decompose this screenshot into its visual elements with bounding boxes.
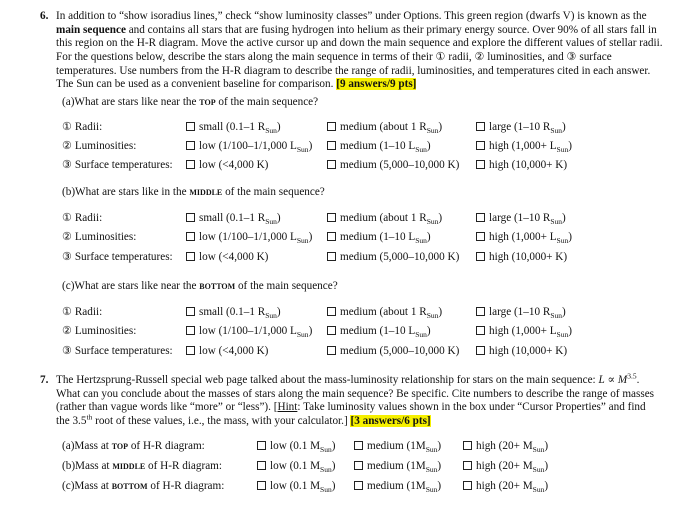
checkbox-icon[interactable]	[476, 307, 485, 316]
checkbox-icon[interactable]	[327, 160, 336, 169]
q6a-radii-medium[interactable]	[327, 121, 442, 135]
opt-text: low (1/100–1/1,000 L	[199, 325, 297, 337]
q7a-label	[62, 440, 205, 454]
q6c-radii-small[interactable]	[186, 306, 281, 320]
opt-text: medium (5,000–10,000 K)	[340, 345, 460, 357]
q7c-mass-high[interactable]	[463, 480, 548, 494]
q6b-radii-medium[interactable]	[327, 212, 442, 226]
formula-m: M	[617, 374, 628, 386]
q7-th: th	[86, 412, 93, 422]
opt-text: low (<4,000 K)	[199, 251, 269, 263]
q6b-lum-high[interactable]	[476, 231, 572, 245]
opt-sub: Sun	[265, 126, 277, 136]
checkbox-icon[interactable]	[186, 160, 195, 169]
opt-end: )	[426, 325, 431, 337]
q6c-temp-low[interactable]	[186, 345, 268, 359]
opt-text: medium (1M	[367, 440, 426, 452]
opt-text: low (1/100–1/1,000 L	[199, 140, 297, 152]
opt-end: )	[308, 231, 313, 243]
checkbox-icon[interactable]	[476, 232, 485, 241]
q6a-temp-low[interactable]	[186, 159, 268, 173]
checkbox-icon[interactable]	[463, 461, 472, 470]
q6c-radii-medium[interactable]	[327, 306, 442, 320]
opt-sub: Sun	[296, 145, 309, 155]
opt-sub: Sun	[426, 311, 439, 321]
opt-end: )	[544, 460, 549, 472]
q7b-label	[62, 460, 222, 474]
checkbox-icon[interactable]	[476, 252, 485, 261]
checkbox-icon[interactable]	[327, 122, 336, 131]
q6-intro-part2: and contains all stars that are fusing hydrogen into helium as their primary energy source. Over 90% of all stars fall in this region on the H-R diagram. Move the active cursor up and down the main sequence and explore the different values of stellar radii. For the questions below, describe the stars along the main sequence in terms of their ① radii, ② luminosities, and ③ surface temperatures. Use numbers from the H-R diagram to describe the range of radii, luminosities, and temperatures cited in each answer. The Sun can be used as a convenient baseline for comparison.	[56, 23, 663, 91]
opt-sub: Sun	[296, 236, 309, 246]
opt-sub: Sun	[550, 217, 562, 227]
opt-sub: Sun	[425, 465, 438, 475]
q6c-question	[62, 280, 338, 294]
opt-sub: Sun	[320, 485, 332, 495]
opt-sub: Sun	[265, 311, 277, 321]
q7c-emph: bottom	[111, 480, 148, 492]
checkbox-icon[interactable]	[327, 213, 336, 222]
checkbox-icon[interactable]	[476, 141, 485, 150]
opt-text: high (1,000+ L	[489, 140, 557, 152]
checkbox-icon[interactable]	[327, 252, 336, 261]
opt-end: )	[426, 231, 431, 243]
opt-end: )	[562, 121, 566, 133]
opt-end: )	[438, 306, 443, 318]
checkbox-icon[interactable]	[186, 326, 195, 335]
q7-points-badge: [3 answers/6 pts]	[350, 414, 431, 427]
q6a-row-temp-label: ③ Surface temperatures:	[62, 159, 173, 171]
opt-sub: Sun	[265, 217, 277, 227]
opt-end: )	[437, 440, 442, 452]
opt-sub: Sun	[425, 445, 438, 455]
q7c-mass-medium[interactable]	[354, 480, 441, 494]
opt-end: )	[331, 480, 336, 492]
opt-end: )	[437, 460, 442, 472]
checkbox-icon[interactable]	[354, 461, 363, 470]
q7-text1: The Hertzsprung-Russell special web page talked about the mass-luminosity relationship for stars on the main sequence:	[56, 374, 599, 386]
question-7-number: 7.	[40, 374, 49, 386]
q7a-emph: top	[111, 440, 129, 452]
checkbox-icon[interactable]	[186, 141, 195, 150]
opt-text: medium (1M	[367, 460, 426, 472]
opt-sub: Sun	[425, 485, 438, 495]
q7c-prefix: (c)Mass at	[62, 480, 112, 492]
q7a-suffix: of H-R diagram:	[128, 440, 205, 452]
opt-sub: Sun	[532, 465, 545, 475]
q6b-radii-large[interactable]	[476, 212, 566, 226]
q6b-radii-small[interactable]	[186, 212, 281, 226]
opt-text: low (0.1 M	[270, 480, 321, 492]
q7b-prefix: (b)Mass at	[62, 460, 113, 472]
question-6-number: 6.	[40, 10, 49, 22]
checkbox-icon[interactable]	[327, 232, 336, 241]
opt-sub: Sun	[415, 330, 427, 340]
opt-text: medium (about 1 R	[340, 212, 427, 224]
checkbox-icon[interactable]	[327, 141, 336, 150]
q6-intro-part1: In addition to “show isoradius lines,” check “show luminosity classes” under Options. This green region (dwarfs V) is known as the	[56, 10, 647, 22]
q7-text3: : Take luminosity values shown in the box under “Cursor Properties” and find the 3.5	[56, 401, 646, 427]
q6a-row-lum-label: ② Luminosities:	[62, 140, 137, 152]
main-sequence-term: main sequence	[56, 23, 126, 36]
opt-text: small (0.1–1 R	[199, 306, 266, 318]
checkbox-icon[interactable]	[327, 346, 336, 355]
q6b-lum-medium[interactable]	[327, 231, 431, 245]
q7c-suffix: of H-R diagram:	[147, 480, 225, 492]
opt-text: medium (5,000–10,000 K)	[340, 251, 460, 263]
q7c-mass-low[interactable]	[257, 480, 335, 494]
q6c-lum-medium[interactable]	[327, 325, 431, 339]
opt-text: high (1,000+ L	[489, 231, 557, 243]
opt-text: medium (1M	[367, 480, 426, 492]
opt-text: small (0.1–1 R	[199, 121, 266, 133]
opt-text: high (20+ M	[476, 440, 533, 452]
opt-end: )	[562, 306, 566, 318]
opt-end: )	[437, 480, 442, 492]
opt-text: large (1–10 R	[489, 306, 551, 318]
q6a-prefix: (a)What are stars like near the	[62, 96, 200, 108]
checkbox-icon[interactable]	[354, 481, 363, 490]
checkbox-icon[interactable]	[476, 160, 485, 169]
q6b-temp-high[interactable]	[476, 251, 567, 265]
opt-sub: Sun	[320, 465, 332, 475]
opt-sub: Sun	[550, 311, 562, 321]
opt-end: )	[276, 212, 281, 224]
checkbox-icon[interactable]	[463, 481, 472, 490]
checkbox-icon[interactable]	[186, 252, 195, 261]
q6a-lum-high[interactable]	[476, 140, 572, 154]
q6-points-badge: [9 answers/9 pts]	[336, 78, 417, 91]
q6b-suffix: of the main sequence?	[222, 186, 325, 198]
opt-text: low (<4,000 K)	[199, 345, 269, 357]
opt-sub: Sun	[415, 145, 427, 155]
q6a-radii-large[interactable]	[476, 121, 566, 135]
opt-end: )	[276, 306, 281, 318]
q6c-temp-medium[interactable]	[327, 345, 459, 359]
checkbox-icon[interactable]	[327, 326, 336, 335]
checkbox-icon[interactable]	[186, 232, 195, 241]
checkbox-icon[interactable]	[463, 441, 472, 450]
opt-sub: Sun	[415, 236, 427, 246]
q7b-suffix: of H-R diagram:	[145, 460, 222, 472]
q7-text4: root of these values, i.e., the mass, with your calculator.]	[92, 414, 351, 427]
opt-text: medium (5,000–10,000 K)	[340, 159, 460, 171]
checkbox-icon[interactable]	[327, 307, 336, 316]
q6a-temp-medium[interactable]	[327, 159, 459, 173]
q7b-mass-high[interactable]	[463, 460, 548, 474]
q6b-lum-low[interactable]	[186, 231, 312, 245]
opt-sub: Sun	[550, 126, 562, 136]
q6b-row-temp-label: ③ Surface temperatures:	[62, 251, 173, 263]
opt-text: high (20+ M	[476, 480, 533, 492]
checkbox-icon[interactable]	[476, 346, 485, 355]
opt-text: medium (about 1 R	[340, 121, 427, 133]
opt-sub: Sun	[556, 330, 569, 340]
opt-end: )	[568, 325, 572, 337]
opt-sub: Sun	[426, 126, 439, 136]
checkbox-icon[interactable]	[476, 213, 485, 222]
opt-sub: Sun	[556, 236, 569, 246]
q7b-mass-medium[interactable]	[354, 460, 441, 474]
opt-sub: Sun	[296, 330, 309, 340]
opt-text: high (10,000+ K)	[489, 159, 568, 171]
opt-end: )	[568, 140, 572, 152]
q6c-lum-high[interactable]	[476, 325, 572, 339]
opt-text: medium (1–10 L	[340, 231, 416, 243]
opt-text: high (1,000+ L	[489, 325, 557, 337]
q7c-label	[62, 480, 224, 494]
checkbox-icon[interactable]	[257, 481, 266, 490]
q6b-row-radii-label: ① Radii:	[62, 212, 103, 224]
opt-end: )	[562, 212, 566, 224]
opt-sub: Sun	[532, 485, 545, 495]
formula-prop: ∝	[604, 374, 618, 386]
hint-label: Hint	[277, 401, 298, 414]
q6c-lum-low[interactable]	[186, 325, 312, 339]
q6b-emph: middle	[189, 186, 223, 198]
checkbox-icon[interactable]	[354, 441, 363, 450]
q6a-lum-low[interactable]	[186, 140, 312, 154]
checkbox-icon[interactable]	[186, 213, 195, 222]
q6b-question	[62, 186, 325, 200]
opt-sub: Sun	[426, 217, 439, 227]
opt-text: small (0.1–1 R	[199, 212, 266, 224]
opt-end: )	[544, 480, 549, 492]
q7a-mass-high[interactable]	[463, 440, 548, 454]
q6a-row-radii-label: ① Radii:	[62, 121, 103, 133]
opt-end: )	[308, 325, 313, 337]
opt-text: medium (1–10 L	[340, 140, 416, 152]
q6c-suffix: of the main sequence?	[235, 280, 338, 292]
opt-end: )	[426, 140, 431, 152]
opt-text: low (<4,000 K)	[199, 159, 269, 171]
checkbox-icon[interactable]	[186, 307, 195, 316]
checkbox-icon[interactable]	[257, 441, 266, 450]
checkbox-icon[interactable]	[186, 346, 195, 355]
checkbox-icon[interactable]	[476, 122, 485, 131]
q7a-mass-medium[interactable]	[354, 440, 441, 454]
opt-end: )	[276, 121, 281, 133]
opt-text: low (1/100–1/1,000 L	[199, 231, 297, 243]
opt-end: )	[568, 231, 572, 243]
opt-text: large (1–10 R	[489, 121, 551, 133]
opt-text: high (20+ M	[476, 460, 533, 472]
q6a-lum-medium[interactable]	[327, 140, 431, 154]
q6c-row-radii-label: ① Radii:	[62, 306, 103, 318]
q6c-emph: bottom	[199, 280, 236, 292]
q6a-suffix: of the main sequence?	[215, 96, 319, 108]
question-6-intro	[56, 10, 670, 92]
opt-sub: Sun	[556, 145, 569, 155]
q6a-radii-small[interactable]	[186, 121, 281, 135]
opt-sub: Sun	[320, 445, 332, 455]
q6a-temp-high[interactable]	[476, 159, 567, 173]
opt-end: )	[331, 460, 336, 472]
q6c-row-lum-label: ② Luminosities:	[62, 325, 137, 337]
opt-text: low (0.1 M	[270, 440, 321, 452]
formula-l: L	[598, 374, 605, 386]
opt-end: )	[308, 140, 313, 152]
q7a-prefix: (a)Mass at	[62, 440, 112, 452]
opt-text: high (10,000+ K)	[489, 251, 568, 263]
q6b-prefix: (b)What are stars like in the	[62, 186, 190, 198]
opt-end: )	[438, 212, 443, 224]
opt-text: medium (1–10 L	[340, 325, 416, 337]
q6c-radii-large[interactable]	[476, 306, 566, 320]
opt-end: )	[438, 121, 443, 133]
checkbox-icon[interactable]	[476, 326, 485, 335]
question-7-intro	[56, 371, 662, 429]
q6c-temp-high[interactable]	[476, 345, 567, 359]
q7b-emph: middle	[112, 460, 146, 472]
q6b-temp-medium[interactable]	[327, 251, 459, 265]
formula-exp: 3.5	[627, 371, 637, 381]
q7b-mass-low[interactable]	[257, 460, 335, 474]
opt-end: )	[544, 440, 549, 452]
q7a-mass-low[interactable]	[257, 440, 335, 454]
q6b-row-lum-label: ② Luminosities:	[62, 231, 137, 243]
opt-end: )	[331, 440, 336, 452]
opt-sub: Sun	[532, 445, 545, 455]
opt-text: low (0.1 M	[270, 460, 321, 472]
q6a-emph: top	[199, 96, 216, 108]
q6c-row-temp-label: ③ Surface temperatures:	[62, 345, 173, 357]
q6c-prefix: (c)What are stars like near the	[62, 280, 200, 292]
q6b-temp-low[interactable]	[186, 251, 268, 265]
opt-text: high (10,000+ K)	[489, 345, 568, 357]
q6a-question	[62, 96, 318, 110]
q7-text2: . What can you conclude about the masses of stars along the main sequence? Be specific. Cite numbers to describe the range of masses (rather than vague words like “more” or “less”). [	[56, 374, 655, 414]
opt-text: medium (about 1 R	[340, 306, 427, 318]
checkbox-icon[interactable]	[257, 461, 266, 470]
opt-text: large (1–10 R	[489, 212, 551, 224]
checkbox-icon[interactable]	[186, 122, 195, 131]
